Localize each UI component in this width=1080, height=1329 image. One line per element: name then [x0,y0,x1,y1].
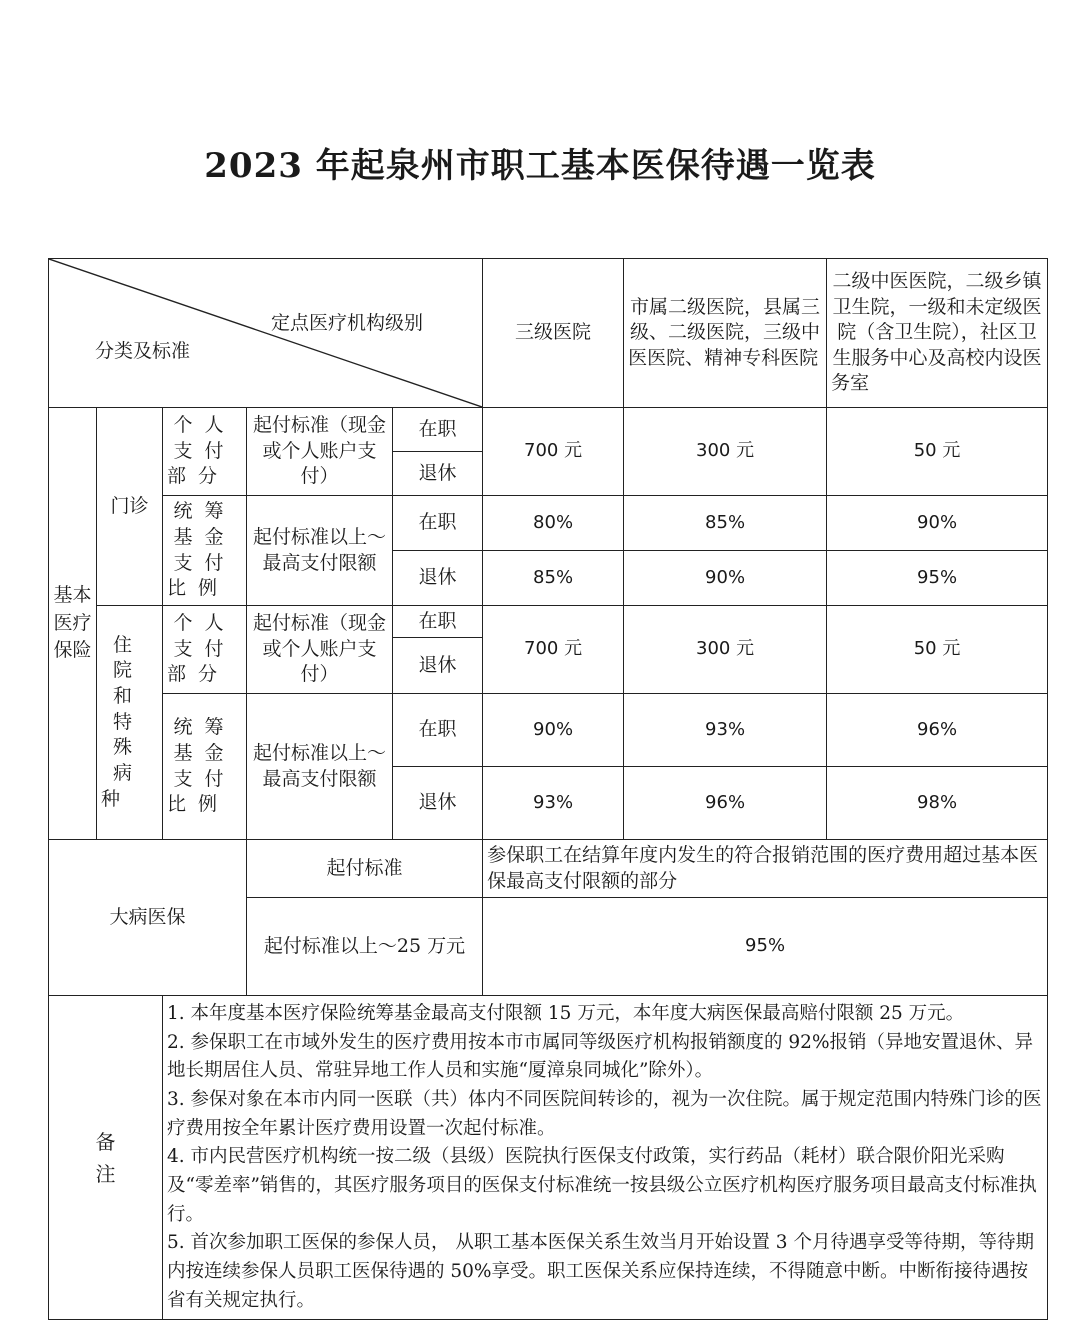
inpatient-start-working: 在职 [393,606,483,638]
outpatient-start-label: 起付标准（现金或个人账户支付） [247,408,393,496]
outpatient-fund-working: 在职 [393,496,483,551]
inpatient-start-label: 起付标准（现金或个人账户支付） [247,606,393,694]
inpatient-label: 住院和特殊病种 [97,606,163,840]
inpatient-working-l3: 96% [827,694,1048,767]
header-level2: 市属二级医院，县属三级、二级医院，三级中医医院、精神专科医院 [624,259,827,408]
note-item: 3. 参保对象在本市内同一医联（共）体内不同医院间转诊的，视为一次住院。属于规定范围内特殊门诊的医疗费用按全年累计医疗费用设置一次起付标准。 [167,1089,1042,1139]
outpatient-working-l2: 85% [624,496,827,551]
note-item: 4. 市内民营医疗机构统一按二级（县级）医院执行医保支付政策，实行药品（耗材）联合限价阳光采购及“零差率”销售的，其医疗服务项目的医保支付标准统一按县级公立医疗机构医疗服务项目最高支付标准执行。 [167,1146,1037,1225]
inpatient-fund-label: 统筹基金支付比例 [163,694,247,840]
outpatient-label: 门诊 [97,408,163,606]
outpatient-working-l1: 80% [483,496,624,551]
inpatient-personal-label: 个人支付部分 [163,606,247,694]
header-category-label: 分类及标准 [95,340,191,362]
outpatient-retired-l1: 85% [483,551,624,606]
inpatient-working-l1: 90% [483,694,624,767]
header-level1: 三级医院 [483,259,624,408]
notes-content [163,996,1048,1320]
outpatient-start-retired: 退休 [393,452,483,496]
serious-start-label: 起付标准 [247,840,483,898]
inpatient-fund-retired: 退休 [393,767,483,840]
outpatient-start-l3: 50 元 [827,408,1048,496]
page-title: 2023 年起泉州市职工基本医保待遇一览表 [204,146,876,186]
note-item: 2. 参保职工在市域外发生的医疗费用按本市市属同等级医疗机构报销额度的 92%报销（异地安置退休、异地长期居住人员、常驻异地工作人员和实施“厦漳泉同城化”除外）。 [167,1031,1034,1082]
outpatient-working-l3: 90% [827,496,1048,551]
note-item: 5. 首次参加职工医保的参保人员， 从职工基本医保关系生效当月开始设置 3 个月待遇享受等待期，等待期内按连续参保人员职工医保待遇的 50%享受。职工医保关系应保持连续，不得随意中断。中断衔接待遇按省有关规定执行。 [167,1232,1034,1311]
serious-start-desc: 参保职工在结算年度内发生的符合报销范围的医疗费用超过基本医保最高支付限额的部分 [483,840,1048,898]
outpatient-personal-label: 个人支付部分 [163,408,247,496]
outpatient-range-label: 起付标准以上～最高支付限额 [247,496,393,606]
serious-range-value: 95% [483,898,1048,996]
inpatient-range-label: 起付标准以上～最高支付限额 [247,694,393,840]
notes-label: 备注 [49,996,163,1320]
note-item: 1. 本年度基本医疗保险统筹基金最高支付限额 15 万元，本年度大病医保最高赔付限额 25 万元。 [167,1003,965,1024]
outpatient-fund-label: 统筹基金支付比例 [163,496,247,606]
basic-insurance-label: 基本医疗保险 [49,408,97,840]
outpatient-start-l2: 300 元 [624,408,827,496]
serious-range-label: 起付标准以上～25 万元 [247,898,483,996]
inpatient-start-l2: 300 元 [624,606,827,694]
inpatient-start-l1: 700 元 [483,606,624,694]
diagonal-header-cell [49,259,483,408]
inpatient-retired-l1: 93% [483,767,624,840]
inpatient-retired-l3: 98% [827,767,1048,840]
outpatient-retired-l3: 95% [827,551,1048,606]
inpatient-start-l3: 50 元 [827,606,1048,694]
inpatient-fund-working: 在职 [393,694,483,767]
serious-illness-label: 大病医保 [49,840,247,996]
outpatient-start-working: 在职 [393,408,483,452]
header-level-label: 定点医疗机构级别 [271,312,424,334]
inpatient-retired-l2: 96% [624,767,827,840]
outpatient-fund-retired: 退休 [393,551,483,606]
outpatient-start-l1: 700 元 [483,408,624,496]
inpatient-working-l2: 93% [624,694,827,767]
header-level3: 二级中医医院，二级乡镇卫生院，一级和未定级医院（含卫生院），社区卫生服务中心及高校内设医务室 [827,259,1048,408]
benefits-table [48,258,1048,1320]
outpatient-retired-l2: 90% [624,551,827,606]
inpatient-start-retired: 退休 [393,638,483,694]
